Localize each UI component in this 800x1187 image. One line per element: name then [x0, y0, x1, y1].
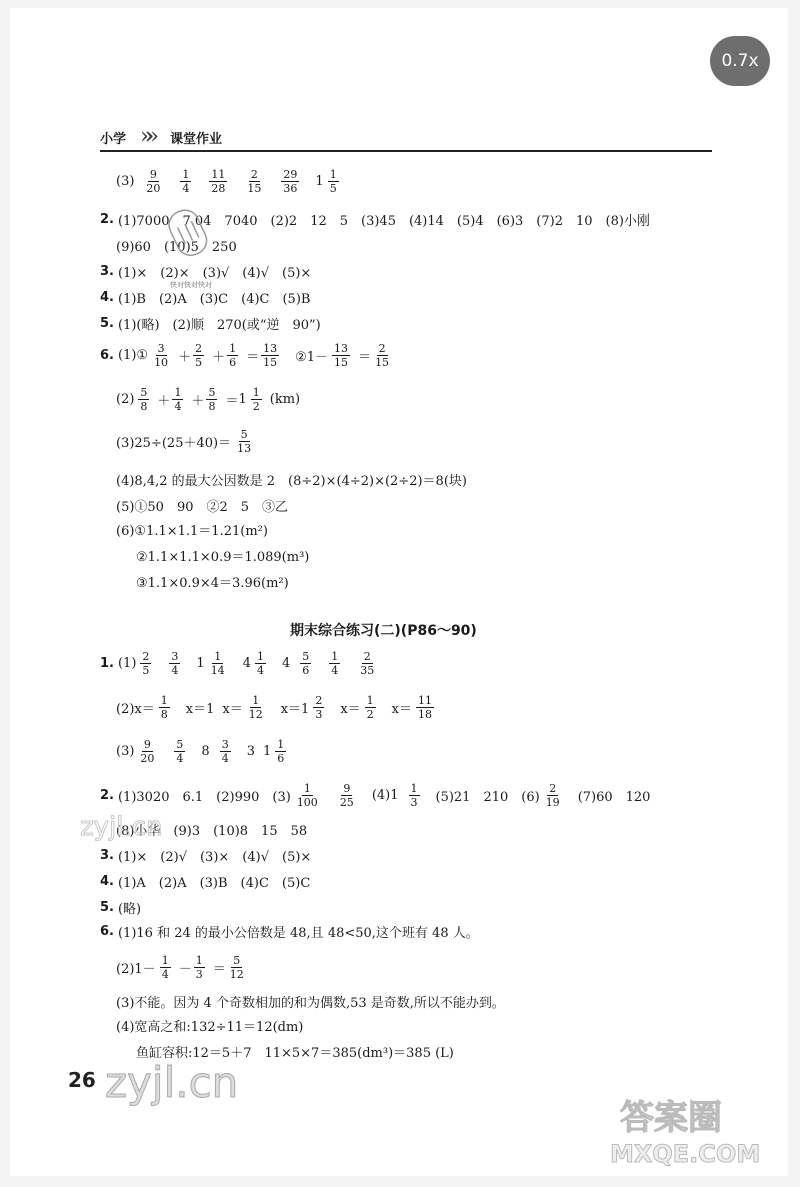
fraction: 2 5	[142, 650, 150, 677]
answer-line	[116, 992, 513, 1011]
answer-text: (5)21 210 (6)	[435, 790, 540, 805]
fraction: 5 8	[208, 386, 216, 413]
fraction: 1 4	[331, 650, 339, 677]
question-number: 3.	[100, 848, 114, 863]
answer-line	[116, 1016, 311, 1035]
answer-line: 6. (1)① 3 10 ＋ 2 5 ＋ 1 6 ＝ 13 15 ②1－ 13 15 ＝ 2 15	[100, 342, 390, 369]
page-header	[100, 126, 712, 152]
answer-text: (1)16 和 24 的最小公倍数是 48,且 48<50,这个班有 48 人。	[117, 926, 479, 941]
answer-text: (1)B (2)A (3)C (4)C (5)B	[117, 292, 311, 307]
question-number: 6.	[100, 924, 114, 939]
watermark-text: zyjl.cn	[105, 1058, 239, 1107]
answer-text: (9)60 (10)5 250	[116, 240, 237, 255]
question-number: 3.	[100, 264, 114, 279]
question-number: 5.	[100, 316, 114, 331]
answer-text: x＝	[340, 702, 361, 717]
answer-label: (2)x＝	[116, 702, 155, 717]
page-number: 26	[68, 1068, 96, 1092]
answer-line	[100, 650, 384, 677]
whole-number: 1	[262, 744, 272, 759]
answer-text: (2)1－	[116, 962, 156, 977]
playback-speed-button[interactable]: 0.7x	[710, 36, 770, 86]
answer-text: (3)25÷(25＋40)＝	[116, 436, 232, 451]
stamp-watermark	[160, 205, 220, 295]
fraction: 1 2	[366, 694, 374, 721]
answer-line	[100, 846, 319, 865]
fraction: 1 3	[195, 954, 203, 981]
answer-label: (2)	[116, 392, 135, 407]
whole-number: 4	[242, 656, 251, 671]
answer-label: (3)	[116, 174, 135, 189]
answer-line	[116, 470, 475, 489]
fraction: 1 4	[174, 386, 182, 413]
fraction: 11 18	[418, 694, 432, 721]
answer-text: (6)①1.1×1.1＝1.21(m²)	[116, 524, 268, 539]
fraction: 1 4	[182, 168, 190, 195]
answer-label: (1)	[117, 656, 137, 671]
watermark-logo: 答案圈	[620, 1098, 722, 1138]
fraction: 2 35	[360, 650, 375, 677]
fraction: 1 6	[229, 342, 237, 369]
fraction: 2 19	[545, 782, 560, 809]
fraction: 2 15	[375, 342, 390, 369]
answer-text: (1)× (2)√ (3)× (4)√ (5)×	[117, 850, 312, 865]
answer-line	[116, 694, 442, 721]
fraction: 1 4	[256, 650, 264, 677]
answer-line	[116, 496, 296, 515]
answer-label: (3)	[116, 744, 135, 759]
whole-number: 1	[238, 392, 247, 407]
fraction: 5 6	[302, 650, 310, 677]
fraction: 1 8	[160, 694, 168, 721]
answer-line	[100, 922, 487, 941]
question-number: 4.	[100, 874, 114, 889]
answer-text: (8)小华 (9)3 (10)8 15 58	[116, 824, 308, 839]
answer-text: (3)不能。因为 4 个奇数相加的和为偶数,53 是奇数,所以不能办到。	[116, 996, 505, 1011]
answer-line	[116, 168, 347, 195]
fraction: 1 14	[210, 650, 225, 677]
fraction: 29 36	[283, 168, 298, 195]
answer-line	[100, 898, 149, 917]
fraction: 11 28	[211, 168, 226, 195]
answer-line	[116, 738, 294, 765]
whole-number: 1	[196, 656, 205, 671]
answer-text: (1)A (2)A (3)B (4)C (5)C	[117, 876, 311, 891]
whole-number: 8	[201, 744, 210, 759]
answer-line	[100, 872, 318, 891]
fraction: 3 10	[154, 342, 169, 369]
answer-text: (1)(略) (2)顺 270(或“逆 90”)	[117, 318, 321, 333]
answer-line	[116, 520, 276, 539]
fraction: 1 4	[161, 954, 169, 981]
answer-text: (1)3020 6.1 (2)990 (3)	[117, 790, 291, 805]
answer-text: x＝1	[280, 702, 310, 717]
answer-line	[100, 314, 329, 333]
fraction: 2 15	[247, 168, 262, 195]
fraction: 1 3	[410, 782, 418, 809]
answer-text: (7)60 120	[577, 790, 651, 805]
answer-text: ②1－	[295, 350, 329, 365]
fraction: 13 15	[263, 342, 278, 369]
answer-label: (1)①	[117, 348, 149, 363]
fraction: 3 4	[171, 650, 179, 677]
fraction: 1 2	[252, 386, 260, 413]
answer-text: x＝	[222, 702, 243, 717]
header-title: 课堂作业	[170, 132, 223, 147]
answer-text: (1)7000 7.04 7040 (2)2 12 5 (3)45 (4)14 (5)4 (6)3 (7)2 10 (8)小刚	[117, 214, 650, 229]
answer-text: (略)	[117, 902, 142, 917]
answer-text: x＝	[391, 702, 412, 717]
answer-text: ②1.1×1.1×0.9＝1.089(m³)	[136, 550, 310, 565]
whole-number: 1	[315, 174, 324, 189]
answer-text: (1)× (2)× (3)√ (4)√ (5)×	[117, 266, 312, 281]
fraction: 9 20	[140, 738, 155, 765]
question-number: 2.	[100, 212, 114, 227]
answer-line: (2)1－ 1 4 － 1 3 ＝ 5 12	[116, 954, 244, 981]
fraction: 3 4	[221, 738, 229, 765]
fraction: 1 6	[277, 738, 285, 765]
fraction: 13 15	[334, 342, 349, 369]
unit: (km)	[269, 392, 301, 407]
answer-text: ③1.1×0.9×4＝3.96(m²)	[136, 576, 289, 591]
fraction: 1 12	[248, 694, 263, 721]
answer-line	[136, 546, 317, 565]
question-number: 5.	[100, 900, 114, 915]
question-number: 1.	[100, 656, 114, 671]
section-title: 期末综合练习(二)(P86～90)	[290, 623, 477, 639]
answer-line	[136, 572, 297, 591]
fraction: 2 5	[195, 342, 203, 369]
answer-text: (4)8,4,2 的最大公因数是 2 (8÷2)×(4÷2)×(2÷2)＝8(块)	[116, 474, 467, 489]
fraction: 9 20	[146, 168, 161, 195]
answer-text: (4)宽高之和:132÷11＝12(dm)	[116, 1020, 304, 1035]
fraction: 5 4	[176, 738, 184, 765]
double-chevron-icon: »»	[140, 124, 151, 149]
question-number: 2.	[100, 788, 114, 803]
answer-text: x＝1	[185, 702, 215, 717]
answer-line	[116, 428, 261, 455]
fraction: 5 8	[140, 386, 148, 413]
whole-number: 3	[246, 744, 255, 759]
answer-text: (5)①50 90 ②2 5 ③乙	[116, 500, 289, 515]
answer-text: (4)1	[371, 788, 399, 803]
fraction: 1 5	[329, 168, 337, 195]
answer-text: 鱼缸容积:12＝5＋7 11×5×7＝385(dm³)＝385 (L)	[136, 1046, 454, 1061]
stamp-text: 快对快对快对	[170, 281, 212, 289]
answer-line	[100, 782, 658, 809]
question-number: 6.	[100, 348, 114, 363]
watermark-url: MXQE.COM	[610, 1140, 761, 1168]
whole-number: 4	[281, 656, 291, 671]
header-tab: 小学	[100, 132, 127, 147]
fraction: 9 25	[339, 782, 354, 809]
fraction: 2 3	[315, 694, 323, 721]
fraction: 1 100	[296, 782, 318, 809]
watermark-text: zyjl.cn	[80, 812, 163, 842]
question-number: 4.	[100, 290, 114, 305]
fraction: 5 12	[229, 954, 244, 981]
fraction: 5 13	[237, 428, 252, 455]
answer-line: (2) 5 8 ＋ 1 4 ＋ 5 8 ＝ 1 1 2 (km)	[116, 386, 301, 413]
